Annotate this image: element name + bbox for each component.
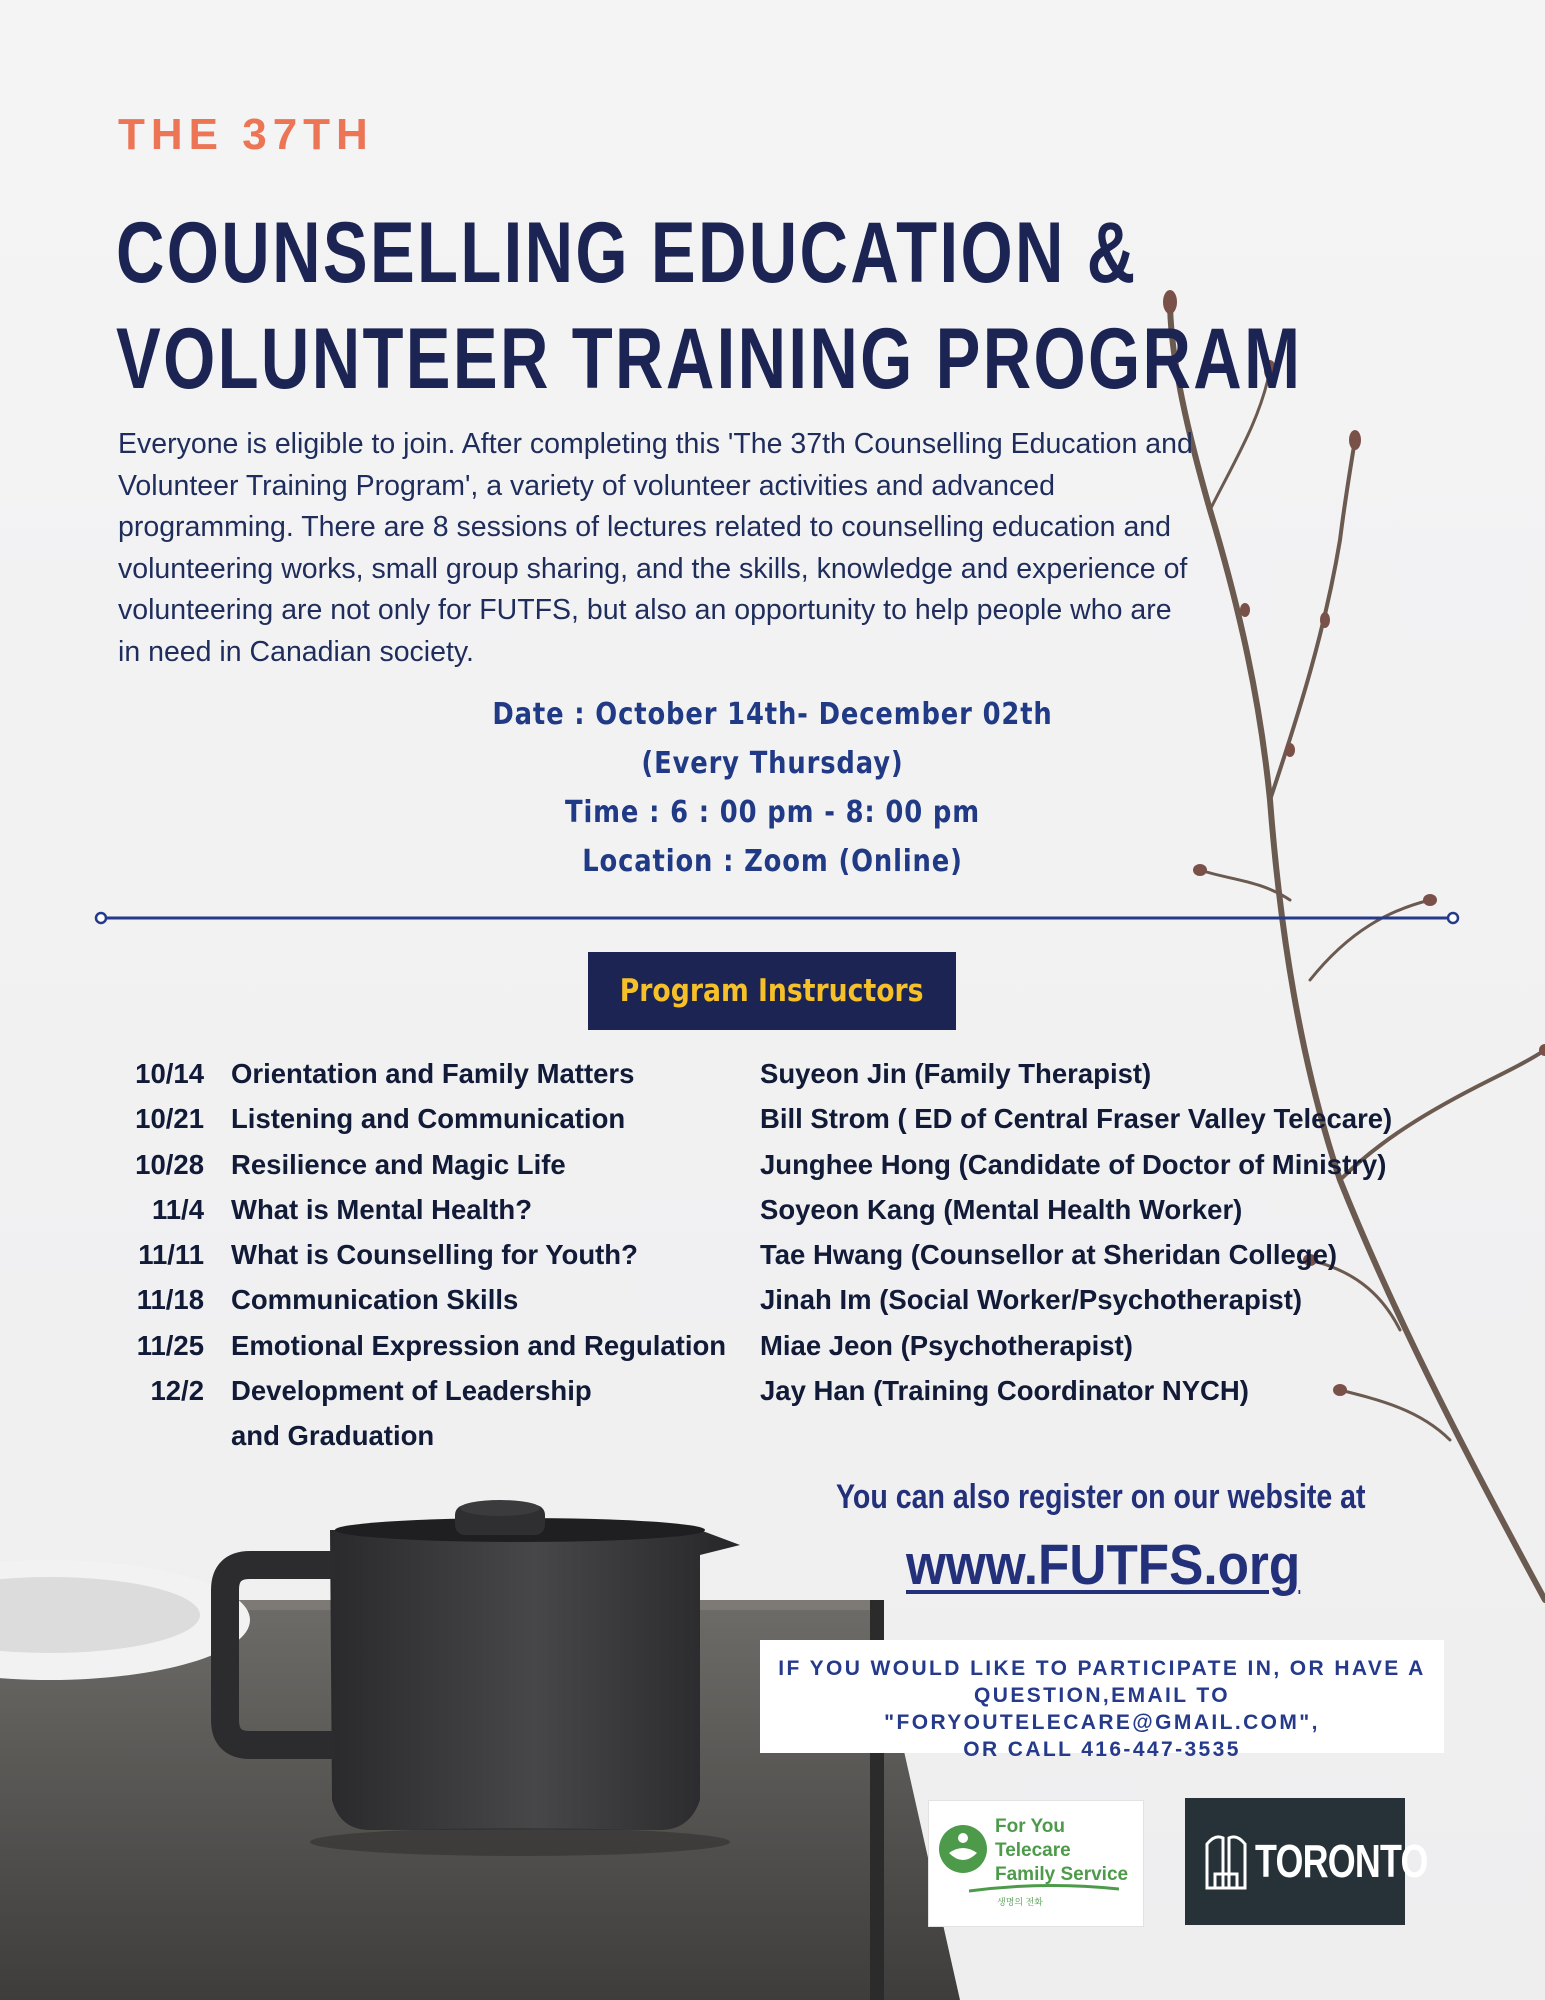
session-instructor: Jay Han (Training Coordinator NYCH) xyxy=(760,1375,1249,1407)
session-topic: Orientation and Family Matters xyxy=(231,1058,635,1089)
session-date: 11/18 xyxy=(136,1284,204,1316)
session-topic: Communication Skills xyxy=(231,1284,519,1316)
website-link[interactable]: www.FUTFS.org xyxy=(906,1533,1301,1597)
contact-box xyxy=(760,1640,1444,1761)
intro-line: Volunteer Training Program', a variety of volunteer activities and advanced xyxy=(118,469,1055,502)
intro-line: Everyone is eligible to join. After completing this 'The 37th Counselling Education and xyxy=(118,428,1193,460)
intro-line: in need in Canadian society. xyxy=(118,635,474,668)
session-date: 10/14 xyxy=(135,1058,204,1089)
grass-swoosh-icon xyxy=(969,1881,1119,1893)
session-instructor: Jinah Im (Social Worker/Psychotherapist) xyxy=(760,1284,1303,1316)
session-instructor: Junghee Hong (Candidate of Doctor of Ministry) xyxy=(760,1148,1387,1180)
session-topic: and Graduation xyxy=(231,1420,435,1452)
date-line: Date : October 14th- December 02th xyxy=(492,697,1053,732)
time-line: Time : 6 : 00 pm - 8: 00 pm xyxy=(565,795,980,830)
session-topic: What is Mental Health? xyxy=(231,1193,532,1225)
leaf-person-icon xyxy=(937,1823,989,1875)
intro-paragraph xyxy=(118,424,1298,673)
session-topic: Resilience and Magic Life xyxy=(231,1148,566,1180)
intro-line: volunteering are not only for FUTFS, but also an opportunity to help people who are xyxy=(118,594,1172,626)
schedule-row xyxy=(118,1375,1458,1420)
session-topic: Emotional Expression and Regulation xyxy=(231,1329,727,1361)
register-text: You can also register on our website at xyxy=(836,1478,1366,1516)
city-hall-icon xyxy=(1203,1830,1249,1890)
session-date: 11/11 xyxy=(138,1239,204,1271)
schedule-row xyxy=(118,1058,1458,1103)
contact-line: IF YOU WOULD LIKE TO PARTICIPATE IN, OR HAVE A xyxy=(778,1657,1426,1680)
instructors-heading xyxy=(588,952,956,1030)
session-instructor: Soyeon Kang (Mental Health Worker) xyxy=(760,1193,1243,1225)
location-line: Location : Zoom (Online) xyxy=(582,844,963,879)
session-topic: Development of Leadership xyxy=(231,1375,592,1407)
page-title xyxy=(116,200,1302,412)
schedule-row xyxy=(118,1284,1458,1329)
title-line-1: COUNSELLING EDUCATION & xyxy=(116,205,1138,301)
futfs-logo-name xyxy=(995,1815,1143,1887)
toronto-wordmark: TORONTO xyxy=(1255,1835,1428,1887)
session-date: 11/25 xyxy=(136,1329,204,1361)
futfs-logo-line-1: For You Telecare xyxy=(995,1816,1071,1861)
intro-line: programming. There are 8 sessions of lectures related to counselling education and xyxy=(118,511,1171,543)
intro-line: volunteering works, small group sharing, and the skills, knowledge and experience of xyxy=(118,552,1188,585)
futfs-logo-line-2: Family Service xyxy=(995,1864,1129,1885)
toronto-logo xyxy=(1185,1798,1428,1925)
program-details xyxy=(383,690,1161,886)
schedule-row xyxy=(118,1103,1458,1148)
session-instructor: Tae Hwang (Counsellor at Sheridan College) xyxy=(760,1239,1338,1271)
session-instructor: Suyeon Jin (Family Therapist) xyxy=(760,1058,1152,1089)
session-instructor: Miae Jeon (Psychotherapist) xyxy=(760,1329,1133,1361)
schedule-row xyxy=(118,1194,1458,1239)
instructors-heading-label: Program Instructors xyxy=(620,973,924,1009)
title-line-2: VOLUNTEER TRAINING PROGRAM xyxy=(116,311,1303,407)
frequency-line: (Every Thursday) xyxy=(641,746,904,781)
session-date: 10/21 xyxy=(135,1103,204,1135)
session-date: 11/4 xyxy=(151,1193,204,1225)
section-divider xyxy=(94,911,1460,925)
contact-line: OR CALL 416-447-3535 xyxy=(963,1738,1241,1761)
session-topic: What is Counselling for Youth? xyxy=(231,1239,638,1271)
session-date: 12/2 xyxy=(150,1375,204,1407)
session-date: 10/28 xyxy=(135,1148,204,1180)
edition-kicker: THE 37TH xyxy=(118,110,374,159)
schedule-list xyxy=(118,1058,1458,1466)
schedule-row xyxy=(118,1239,1458,1284)
schedule-row xyxy=(118,1330,1458,1375)
schedule-row xyxy=(118,1149,1458,1194)
futfs-korean-text: 생명의 전화 xyxy=(997,1897,1043,1907)
session-topic: Listening and Communication xyxy=(231,1103,626,1135)
contact-line: QUESTION,EMAIL TO "FORYOUTELECARE@GMAIL.COM", xyxy=(884,1684,1320,1734)
futfs-logo xyxy=(928,1800,1144,1927)
schedule-row xyxy=(118,1420,1458,1465)
session-instructor: Bill Strom ( ED of Central Fraser Valley Telecare) xyxy=(760,1103,1393,1135)
